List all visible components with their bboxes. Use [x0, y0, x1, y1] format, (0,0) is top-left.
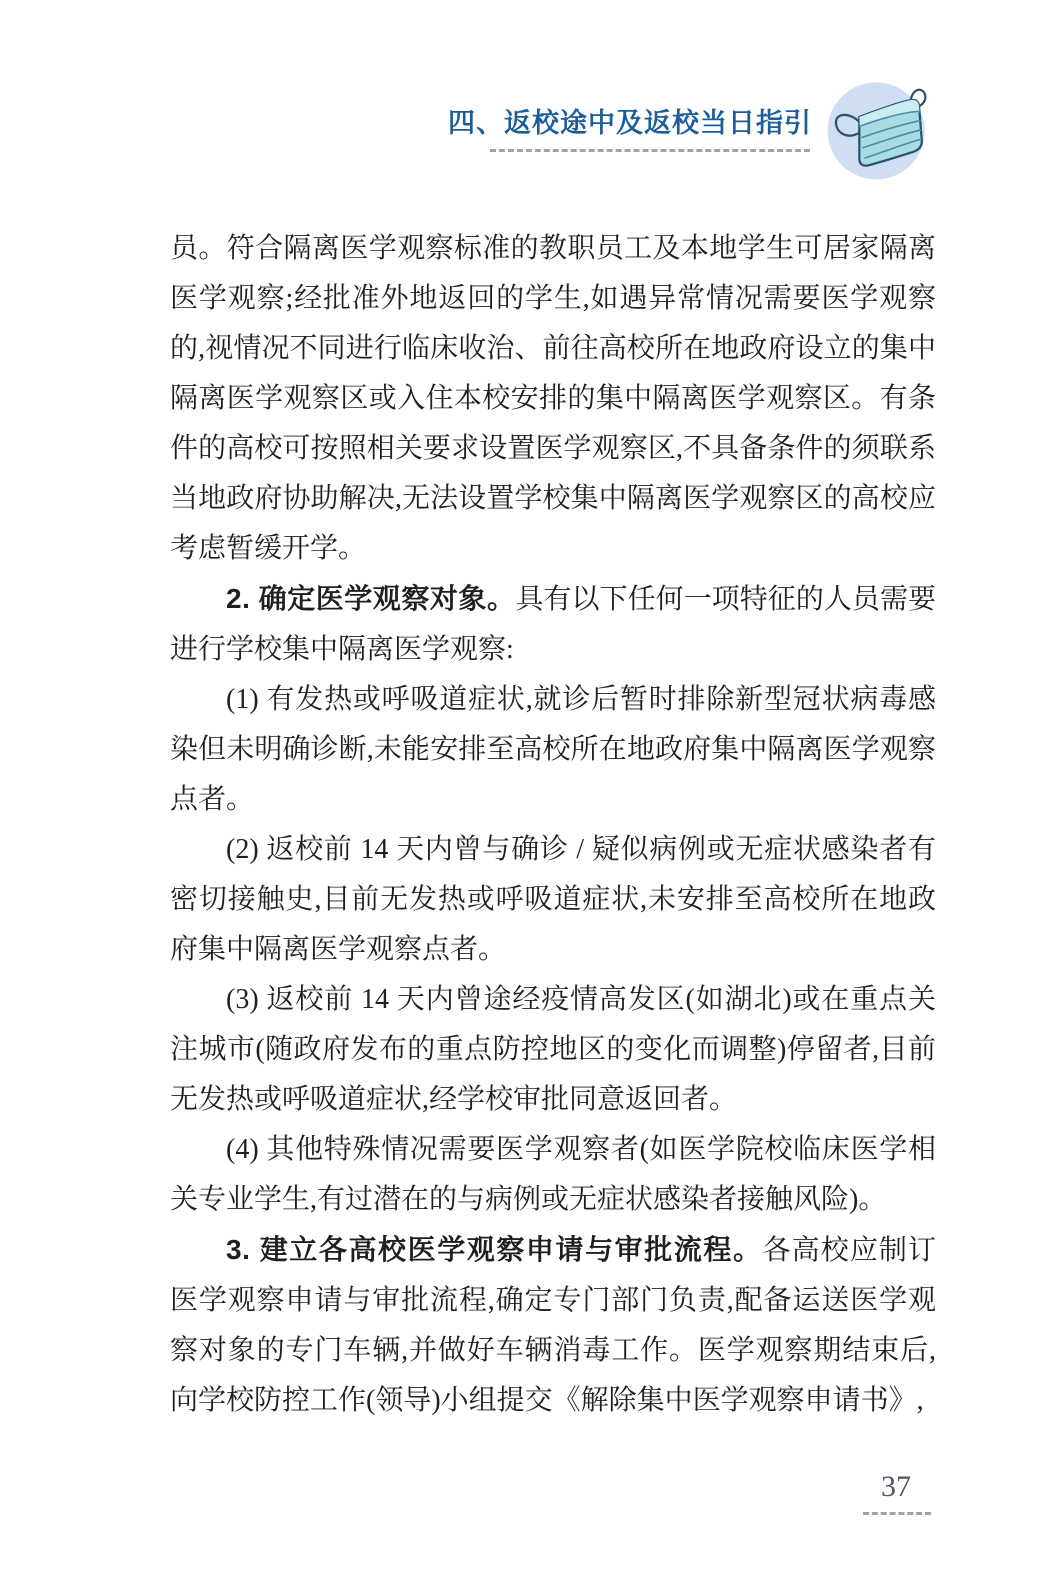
page-title: 四、返校途中及返校当日指引 [448, 108, 812, 138]
body-paragraph: 员。符合隔离医学观察标准的教职员工及本地学生可居家隔离医学观察;经批准外地返回的学生,如遇异常情况需要医学观察的,视情况不同进行临床收治、前往高校所在地政府设立的集中隔离医学观察区或入住本校安排的集中隔离医学观察区。有条件的高校可按照相关要求设置医学观察区,不具备条件的须联系当地政府协助解决,无法设置学校集中隔离医学观察区的高校应考虑暂缓开学。 [170, 233, 936, 564]
header-dashed-line [490, 149, 810, 152]
body-paragraph: 2. 确定医学观察对象。具有以下任何一项特征的人员需要进行学校集中隔离医学观察: [170, 583, 936, 665]
body-text [170, 224, 936, 1426]
footer-dashed-line [863, 1512, 931, 1515]
body-paragraph: (4) 其他特殊情况需要医学观察者(如医学院校临床医学相关专业学生,有过潜在的与病例或无症状感染者接触风险)。 [170, 1134, 936, 1215]
face-mask-icon-svg [822, 74, 934, 186]
paragraph-bold-lead: 2. 确定医学观察对象。 [226, 583, 516, 614]
paragraph-bold-lead: 3. 建立各高校医学观察申请与审批流程。 [226, 1234, 763, 1265]
body-paragraph: (2) 返校前 14 天内曾与确诊 / 疑似病例或无症状感染者有密切接触史,目前无发热或呼吸道症状,未安排至高校所在地政府集中隔离医学观察点者。 [170, 834, 936, 965]
body-paragraph: (1) 有发热或呼吸道症状,就诊后暂时排除新型冠状病毒感染但未明确诊断,未能安排至高校所在地政府集中隔离医学观察点者。 [170, 684, 936, 815]
page-number: 37 [881, 1470, 911, 1503]
body-paragraph: (3) 返校前 14 天内曾途经疫情高发区(如湖北)或在重点关注城市(随政府发布的重点防控地区的变化而调整)停留者,目前无发热或呼吸道症状,经学校审批同意返回者。 [170, 984, 936, 1115]
face-mask-icon [822, 74, 934, 186]
body-paragraph: 3. 建立各高校医学观察申请与审批流程。各高校应制订医学观察申请与审批流程,确定专门部门负责,配备运送医学观察对象的专门车辆,并做好车辆消毒工作。医学观察期结束后,向学校防控工作(领导)小组提交《解除集中医学观察申请书》, [170, 1234, 936, 1416]
